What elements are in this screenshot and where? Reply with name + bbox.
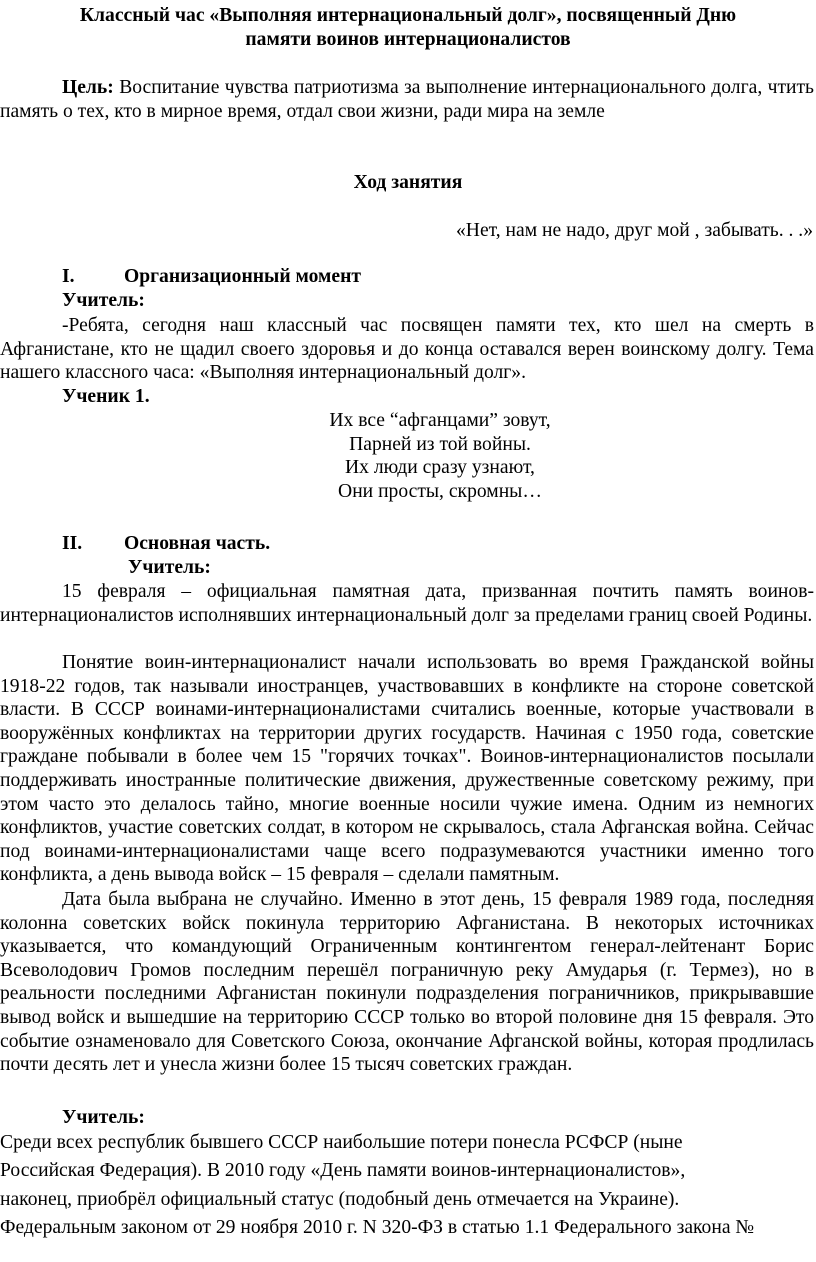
teacher-label: Учитель: <box>128 557 211 578</box>
text-line: Федеральным законом от 29 ноября 2010 г. N 320-ФЗ в статью 1.1 Федерального закона № <box>0 1217 755 1239</box>
title-line-1: Классный час «Выполняя интернациональный долг», посвященный Дню <box>79 5 737 26</box>
section-2-title: Основная часть. <box>124 533 271 554</box>
text-line: Среди всех республик бывшего СССР наибольшие потери понесла РСФСР (ныне <box>0 1132 683 1153</box>
section-1-number: I. <box>62 266 75 287</box>
teacher-label: Учитель: <box>62 290 145 311</box>
section-1-heading <box>62 265 361 289</box>
teacher-intro-paragraph: -Ребята, сегодня наш классный час посвящен памяти тех, кто шел на смерть в Афганистане, кто не щадил своего здоровья и до конца оставался верен воинскому долгу. Тема нашего классного часа: «Выполняя интернациональный долг». <box>0 315 814 384</box>
student-label: Ученик 1. <box>62 386 150 407</box>
poem <box>0 409 816 503</box>
text-line: Российская Федерация). В 2010 году «День памяти воинов-интернационалистов», <box>0 1160 686 1182</box>
poem-line: Они просты, скромны… <box>338 480 542 502</box>
poem-line: Их все “афганцами” зовут, <box>329 410 551 431</box>
poem-line: Их люди сразу узнают, <box>345 457 535 479</box>
goal-text: Воспитание чувства патриотизма за выполнение интернационального долга, чтить память о тех, кто в мирное время, отдал свои жизни, ради мира на земле <box>0 77 814 122</box>
title-line-2: памяти воинов интернационалистов <box>245 29 571 50</box>
closing-paragraph <box>0 1129 814 1243</box>
teacher-label: Учитель: <box>62 1107 145 1128</box>
epigraph: «Нет, нам не надо, друг мой , забывать. . .» <box>456 220 813 241</box>
goal-paragraph <box>0 76 814 123</box>
goal-label: Цель: <box>62 77 114 98</box>
paragraph: Дата была выбрана не случайно. Именно в этот день, 15 февраля 1989 года, последняя колонна советских войск покинула территорию Афганистана. В некоторых источниках указывается, что командующий Ограниченным контингентом генерал-лейтенант Борис Всеволодович Громов последним перешёл пограничную реку Амударья (г. Термез), но в реальности последними Афганистан покинули подразделения пограничников, прикрывавшие вывод войск и вышедшие на территорию СССР только во второй половине дня 15 февраля. Это событие ознаменовало для Советского Союза, окончание Афганской войны, которая продлилась почти десять лет и унесла жизни более 15 тысяч советских граждан. <box>0 889 814 1076</box>
section-2-number: II. <box>62 533 83 554</box>
paragraph: 15 февраля – официальная памятная дата, призванная почтить память воинов-интернационалистов исполнявших интернациональный долг за пределами границ своей Родины. <box>0 581 814 626</box>
section-1-title: Организационный момент <box>124 266 361 287</box>
poem-line: Парней из той войны. <box>349 433 531 455</box>
progress-heading: Ход занятия <box>353 172 463 193</box>
section-2-heading <box>62 532 270 556</box>
text-line: наконец, приобрёл официальный статус (подобный день отмечается на Украине). <box>0 1188 680 1210</box>
paragraph: Понятие воин-интернационалист начали использовать во время Гражданской войны 1918-22 годов, так называли иностранцев, участвовавших в конфликте на стороне советской власти. В СССР воинами-интернационалистами считались военные, которые участвовали в вооружённых конфликтах на территории других государств. Начиная с 1950 года, советские граждане побывали в более чем 15 "горячих точках". Воинов-интернационалистов посылали поддерживать иностранные политические движения, дружественные советскому режиму, при этом часто это делалось тайно, многие военные носили чужие имена. Одним из немногих конфликтов, участие советских солдат, в котором не скрывалось, стала Афганская война. Сейчас под воинами-интернационалистами чаще всего подразумеваются участники именно того конфликта, а день вывода войск – 15 февраля – сделали памятным. <box>0 652 814 886</box>
document-title <box>20 4 796 52</box>
